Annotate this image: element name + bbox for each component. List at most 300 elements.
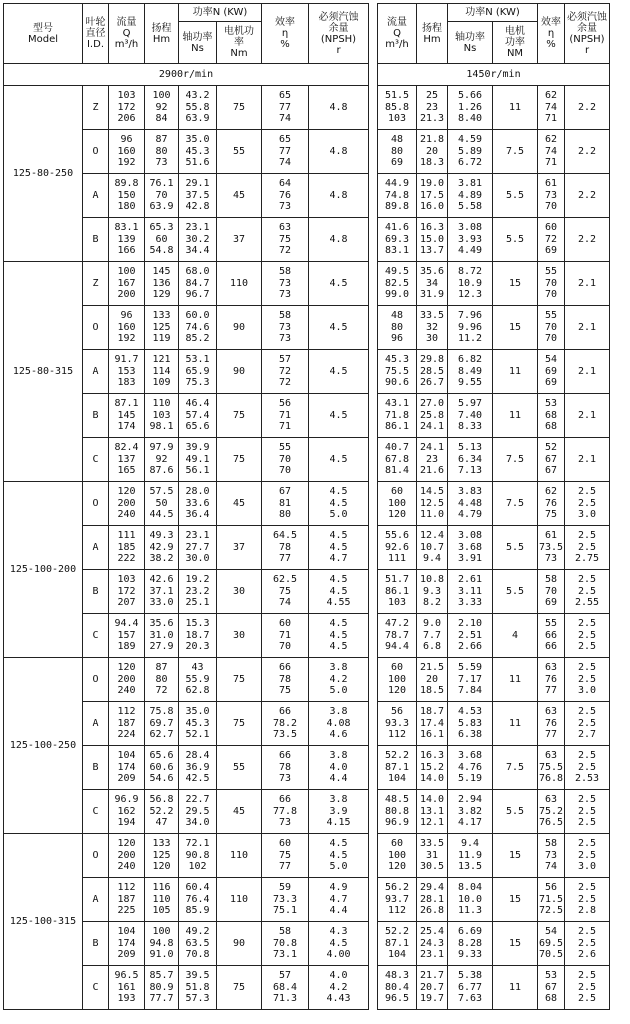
table-row [4,614,610,658]
npsh-cell-right [565,482,610,526]
flow-cell-right-value: 120 [387,509,407,521]
head-cell-value: 110 [152,893,171,905]
head-cell-right-value: 18.7 [419,706,445,718]
head-cell-right-value: 9.3 [422,585,442,597]
npsh-cell-right-value: 2.5 [577,970,597,982]
impeller-code: A [83,702,109,746]
shaft-power-cell-right-value: 11.3 [457,905,483,917]
head-cell-right [417,438,448,482]
head-cell-right-value: 24.3 [419,937,445,949]
shaft-power-cell-value: 15.3 [185,618,210,630]
efficiency-cell-right-value: 73.5 [538,541,564,553]
flow-cell-right-value: 60 [390,486,404,498]
head-cell-right [417,482,448,526]
efficiency-cell [262,570,309,614]
shaft-power-cell [179,746,217,790]
efficiency-cell [262,834,309,878]
flow-cell-value: 240 [117,685,136,697]
shaft-power-cell [179,966,217,1010]
npsh-cell-right [565,218,610,262]
efficiency-cell-right [538,174,565,218]
efficiency-cell-right-value: 76.5 [538,817,564,829]
flow-cell-right-value: 104 [387,949,407,961]
npsh-cell-right-value: 2.5 [577,497,597,509]
flow-cell-right-value: 80.4 [384,981,410,993]
shaft-power-cell-right [448,86,493,130]
head-cell-right-value: 16.1 [419,729,445,741]
head-cell-right-value: 20.7 [419,981,445,993]
flow-cell-value: 183 [117,377,136,389]
flow-cell-right-value: 93.3 [384,717,410,729]
npsh-cell-right-value: 2.5 [577,750,597,762]
impeller-code: C [83,790,109,834]
efficiency-cell [262,614,309,658]
efficiency-cell-value: 70 [278,453,292,465]
efficiency-cell-value: 81 [278,497,292,509]
npsh-cell-value: 4.7 [329,893,348,905]
head-cell-value: 49.3 [149,530,174,542]
flow-cell-right-value: 51.7 [384,574,410,586]
head-cell [145,438,179,482]
head-cell-value: 76.1 [149,178,174,190]
shaft-power-cell-right-value: 2.61 [457,574,483,586]
efficiency-cell-value: 73 [278,321,292,333]
npsh-cell-right-value: 2.5 [577,761,597,773]
shaft-power-cell-value: 57.4 [185,409,210,421]
shaft-power-cell [179,130,217,174]
flow-cell-right-value: 60 [390,662,404,674]
head-cell-value: 136 [152,277,171,289]
head-cell-value: 105 [152,905,171,917]
efficiency-cell-value: 72 [278,377,292,389]
shaft-power-cell-value: 45.3 [185,145,210,157]
efficiency-cell-right [538,350,565,394]
head-cell [145,746,179,790]
motor-power-cell: 55 [217,746,262,790]
flow-cell-right-value: 92.6 [384,541,410,553]
shaft-power-cell [179,394,217,438]
table-row [4,966,610,1010]
efficiency-cell-right [538,834,565,878]
efficiency-cell-right-value: 67 [544,465,558,477]
model-name: 125-80-315 [4,262,83,482]
header-head-right: 扬程 Hm [417,4,448,64]
flow-cell-right [378,130,417,174]
head-cell [145,922,179,966]
shaft-power-cell-right-value: 5.19 [457,773,483,785]
column-separator [369,262,378,306]
efficiency-cell-value: 70 [278,465,292,477]
flow-cell-value: 206 [117,113,136,125]
motor-power-cell: 90 [217,350,262,394]
head-cell-right [417,570,448,614]
head-cell-value: 54.8 [149,245,174,257]
flow-cell-value: 172 [117,585,136,597]
efficiency-cell-value: 78 [278,541,292,553]
shaft-power-cell-right-value: 5.13 [457,442,483,454]
npsh-cell-right-value: 2.2 [577,189,597,201]
npsh-cell [309,790,369,834]
npsh-cell-right-value: 3.0 [577,861,597,873]
shaft-power-cell-value: 65.6 [185,421,210,433]
efficiency-cell-right-value: 73 [544,553,558,565]
flow-cell-right [378,834,417,878]
shaft-power-cell-value: 62.8 [185,685,210,697]
head-cell-right-value: 27.0 [419,398,445,410]
npsh-cell-right-value: 2.53 [574,773,600,785]
flow-cell-right-value: 56 [390,706,404,718]
npsh-cell [309,218,369,262]
efficiency-cell-right-value: 72.5 [538,905,564,917]
shaft-power-cell-right-value: 13.5 [457,861,483,873]
efficiency-cell-value: 55 [278,442,292,454]
efficiency-cell-value: 75 [278,849,292,861]
head-cell-value: 85.7 [149,970,174,982]
npsh-cell-right-value: 2.5 [577,882,597,894]
head-cell [145,130,179,174]
efficiency-cell-value: 58 [278,926,292,938]
shaft-power-cell-value: 18.7 [185,629,210,641]
shaft-power-cell-right-value: 3.91 [457,553,483,565]
shaft-power-cell-right-value: 10.0 [457,893,483,905]
shaft-power-cell-value: 23.1 [185,222,210,234]
flow-cell-right-value: 40.7 [384,442,410,454]
head-cell [145,702,179,746]
head-cell-right-value: 31.9 [419,289,445,301]
efficiency-cell-right-value: 69 [544,365,558,377]
shaft-power-cell-right-value: 6.82 [457,354,483,366]
efficiency-cell-right-value: 54 [544,354,558,366]
head-cell-value: 63.9 [149,201,174,213]
flow-cell-value: 189 [117,641,136,653]
column-separator [369,614,378,658]
head-cell-right [417,174,448,218]
head-cell-right [417,834,448,878]
shaft-power-cell [179,174,217,218]
motor-power-cell: 55 [217,130,262,174]
flow-cell [109,86,145,130]
impeller-code: O [83,130,109,174]
flow-cell [109,878,145,922]
npsh-cell [309,394,369,438]
flow-cell-right-value: 52.2 [384,750,410,762]
table-row [4,174,610,218]
table-row [4,394,610,438]
npsh-cell-value: 4.8 [329,145,348,157]
efficiency-cell-right [538,306,565,350]
npsh-cell-right-value: 2.5 [577,817,597,829]
efficiency-cell-value: 59 [278,882,292,894]
shaft-power-cell-right-value: 9.96 [457,321,483,333]
header-motor-power: 电机功 率 Nm [217,22,262,64]
table-row [4,570,610,614]
shaft-power-cell-right-value: 9.4 [460,838,480,850]
head-cell-value: 87 [155,662,168,674]
head-cell-value: 37.1 [149,585,174,597]
motor-power-cell: 75 [217,438,262,482]
shaft-power-cell-value: 102 [188,861,207,873]
head-cell-right [417,218,448,262]
shaft-power-cell-right-value: 8.72 [457,266,483,278]
flow-cell-value: 120 [117,486,136,498]
flow-cell-right-value: 75.5 [384,365,410,377]
efficiency-cell-right [538,130,565,174]
efficiency-cell-right [538,438,565,482]
header-flow: 流量 Q m³/h [109,4,145,64]
npsh-cell-right-value: 2.55 [574,597,600,609]
shaft-power-cell-right-value: 8.49 [457,365,483,377]
flow-cell-right [378,922,417,966]
head-cell-value: 87 [155,134,168,146]
flow-cell-right-value: 69 [390,157,404,169]
shaft-power-cell-right [448,262,493,306]
efficiency-cell-right-value: 74 [544,101,558,113]
head-cell-value: 97.9 [149,442,174,454]
flow-cell-value: 120 [117,838,136,850]
head-cell-right [417,614,448,658]
header-flow-right: 流量 Q m³/h [378,4,417,64]
flow-cell-value: 112 [117,706,136,718]
impeller-code: B [83,218,109,262]
flow-cell-value: 104 [117,750,136,762]
flow-cell-right-value: 112 [387,729,407,741]
head-cell [145,174,179,218]
head-cell-value: 60.6 [149,761,174,773]
flow-cell-right [378,482,417,526]
shaft-power-cell [179,790,217,834]
column-separator [369,438,378,482]
efficiency-cell-value: 73.1 [272,949,298,961]
flow-cell-right-value: 55.6 [384,530,410,542]
flow-cell-right-value: 56.2 [384,882,410,894]
efficiency-cell-right-value: 77 [544,685,558,697]
column-separator [369,922,378,966]
head-cell-right [417,86,448,130]
shaft-power-cell-right-value: 4.17 [457,817,483,829]
column-separator [369,86,378,130]
shaft-power-cell-value: 52.1 [185,729,210,741]
npsh-cell-right-value: 2.1 [577,365,597,377]
head-cell-right [417,130,448,174]
efficiency-cell-value: 75.1 [272,905,298,917]
flow-cell-value: 200 [117,497,136,509]
efficiency-cell-value: 66 [278,706,292,718]
flow-cell-right-value: 71.8 [384,409,410,421]
npsh-cell-value: 3.8 [329,794,348,806]
efficiency-cell-right-value: 55 [544,310,558,322]
npsh-cell-right [565,834,610,878]
npsh-cell-value: 4.6 [329,729,348,741]
efficiency-cell-value: 62.5 [272,574,298,586]
shaft-power-cell-right-value: 4.53 [457,706,483,718]
shaft-power-cell-value: 74.6 [185,321,210,333]
npsh-cell-right [565,746,610,790]
efficiency-cell-right-value: 70 [544,289,558,301]
shaft-power-cell-right [448,746,493,790]
column-separator [369,658,378,702]
npsh-cell-right-value: 2.5 [577,981,597,993]
table-row [4,86,610,130]
head-cell-right-value: 9.4 [422,553,442,565]
motor-power-cell-right: 7.5 [493,482,538,526]
shaft-power-cell-right-value: 11.2 [457,333,483,345]
flow-cell [109,614,145,658]
shaft-power-cell-right-value: 12.3 [457,289,483,301]
efficiency-cell-right-value: 72 [544,233,558,245]
head-cell-value: 100 [152,926,171,938]
head-cell-value: 125 [152,849,171,861]
flow-cell [109,174,145,218]
efficiency-cell-right [538,790,565,834]
efficiency-cell-right-value: 66 [544,641,558,653]
npsh-cell-right-value: 2.5 [577,993,597,1005]
efficiency-cell-right-value: 69.5 [538,937,564,949]
npsh-cell-right [565,438,610,482]
flow-cell-value: 209 [117,773,136,785]
head-cell-right-value: 31 [425,849,439,861]
column-separator [369,350,378,394]
flow-cell-value: 96 [120,134,133,146]
head-cell [145,350,179,394]
shaft-power-cell-right-value: 2.94 [457,794,483,806]
efficiency-cell-value: 73.5 [272,729,298,741]
head-cell-right-value: 34 [425,277,439,289]
impeller-code: O [83,306,109,350]
npsh-cell [309,746,369,790]
head-cell-right-value: 8.2 [422,597,442,609]
npsh-cell-value: 4.5 [329,486,348,498]
shaft-power-cell-value: 76.4 [185,893,210,905]
impeller-code: A [83,174,109,218]
motor-power-cell: 45 [217,790,262,834]
flow-cell-value: 103 [117,90,136,102]
shaft-power-cell [179,350,217,394]
npsh-cell-value: 4.5 [329,530,348,542]
efficiency-cell-value: 72 [278,245,292,257]
efficiency-cell-right-value: 69 [544,377,558,389]
efficiency-cell-right [538,966,565,1010]
efficiency-cell-right-value: 61 [544,530,558,542]
shaft-power-cell-right-value: 9.33 [457,949,483,961]
head-cell-value: 42.9 [149,541,174,553]
shaft-power-cell-value: 60.0 [185,310,210,322]
flow-cell-value: 200 [117,289,136,301]
motor-power-cell-right: 11 [493,86,538,130]
flow-cell-right-value: 52.2 [384,926,410,938]
motor-power-cell-right: 5.5 [493,174,538,218]
npsh-cell-right-value: 2.1 [577,453,597,465]
shaft-power-cell-value: 36.4 [185,509,210,521]
flow-cell-value: 83.1 [114,222,139,234]
efficiency-cell-right-value: 70 [544,333,558,345]
motor-power-cell-right: 15 [493,922,538,966]
head-cell [145,482,179,526]
head-cell-right-value: 16.0 [419,201,445,213]
efficiency-cell-right [538,702,565,746]
flow-cell-value: 103 [117,574,136,586]
efficiency-cell [262,482,309,526]
flow-cell-right-value: 120 [387,685,407,697]
model-name: 125-100-200 [4,482,83,658]
motor-power-cell: 75 [217,702,262,746]
efficiency-cell-right-value: 76 [544,497,558,509]
npsh-cell-value: 4.15 [326,817,351,829]
head-cell-right-value: 21.6 [419,465,445,477]
npsh-cell-right-value: 2.2 [577,233,597,245]
flow-cell-right-value: 43.1 [384,398,410,410]
flow-cell-right-value: 45.3 [384,354,410,366]
shaft-power-cell-right-value: 6.77 [457,981,483,993]
flow-cell-value: 200 [117,673,136,685]
motor-power-cell-right: 4 [493,614,538,658]
shaft-power-cell-right-value: 4.76 [457,761,483,773]
flow-cell-value: 187 [117,717,136,729]
shaft-power-cell-value: 33.6 [185,497,210,509]
npsh-cell-right [565,130,610,174]
head-cell-value: 42.6 [149,574,174,586]
efficiency-cell-value: 73 [278,773,292,785]
shaft-power-cell-right-value: 8.28 [457,937,483,949]
efficiency-cell-value: 78.2 [272,717,298,729]
head-cell-value: 57.5 [149,486,174,498]
flow-cell-right [378,174,417,218]
flow-cell [109,394,145,438]
efficiency-cell-value: 74 [278,113,292,125]
npsh-cell-value: 3.8 [329,750,348,762]
shaft-power-cell [179,438,217,482]
efficiency-cell-value: 58 [278,310,292,322]
shaft-power-cell-right [448,702,493,746]
npsh-cell-value: 4.9 [329,882,348,894]
efficiency-cell-value: 64.5 [272,530,298,542]
head-cell-right-value: 16.3 [419,222,445,234]
motor-power-cell-right: 5.5 [493,790,538,834]
npsh-cell-value: 4.5 [329,277,348,289]
efficiency-cell [262,526,309,570]
table-row [4,658,610,702]
shaft-power-cell-value: 29.5 [185,805,210,817]
flow-cell-right-value: 51.5 [384,90,410,102]
shaft-power-cell-right-value: 6.72 [457,157,483,169]
npsh-cell-right-value: 2.5 [577,706,597,718]
efficiency-cell-right-value: 76 [544,673,558,685]
header-shaft-power-right: 轴功率 Ns [448,22,493,64]
head-cell-value: 80.9 [149,981,174,993]
head-cell-right-value: 11.0 [419,509,445,521]
head-cell-right-value: 6.8 [422,641,442,653]
shaft-power-cell-right-value: 7.84 [457,685,483,697]
flow-cell-right [378,86,417,130]
shaft-power-cell-right [448,614,493,658]
efficiency-cell-right [538,614,565,658]
shaft-power-cell-value: 60.4 [185,882,210,894]
npsh-cell-value: 4.0 [329,970,348,982]
npsh-cell-right [565,306,610,350]
flow-cell-right-value: 48 [390,134,404,146]
flow-cell-value: 224 [117,729,136,741]
shaft-power-cell-value: 68.0 [185,266,210,278]
shaft-power-cell-value: 70.8 [185,949,210,961]
efficiency-cell-value: 71 [278,421,292,433]
shaft-power-cell [179,306,217,350]
flow-cell-value: 161 [117,981,136,993]
head-cell-value: 145 [152,266,171,278]
head-cell-value: 65.3 [149,222,174,234]
npsh-cell-value: 4.00 [326,949,351,961]
efficiency-cell-right-value: 61 [544,178,558,190]
table-row [4,746,610,790]
npsh-cell-value: 4.5 [329,618,348,630]
